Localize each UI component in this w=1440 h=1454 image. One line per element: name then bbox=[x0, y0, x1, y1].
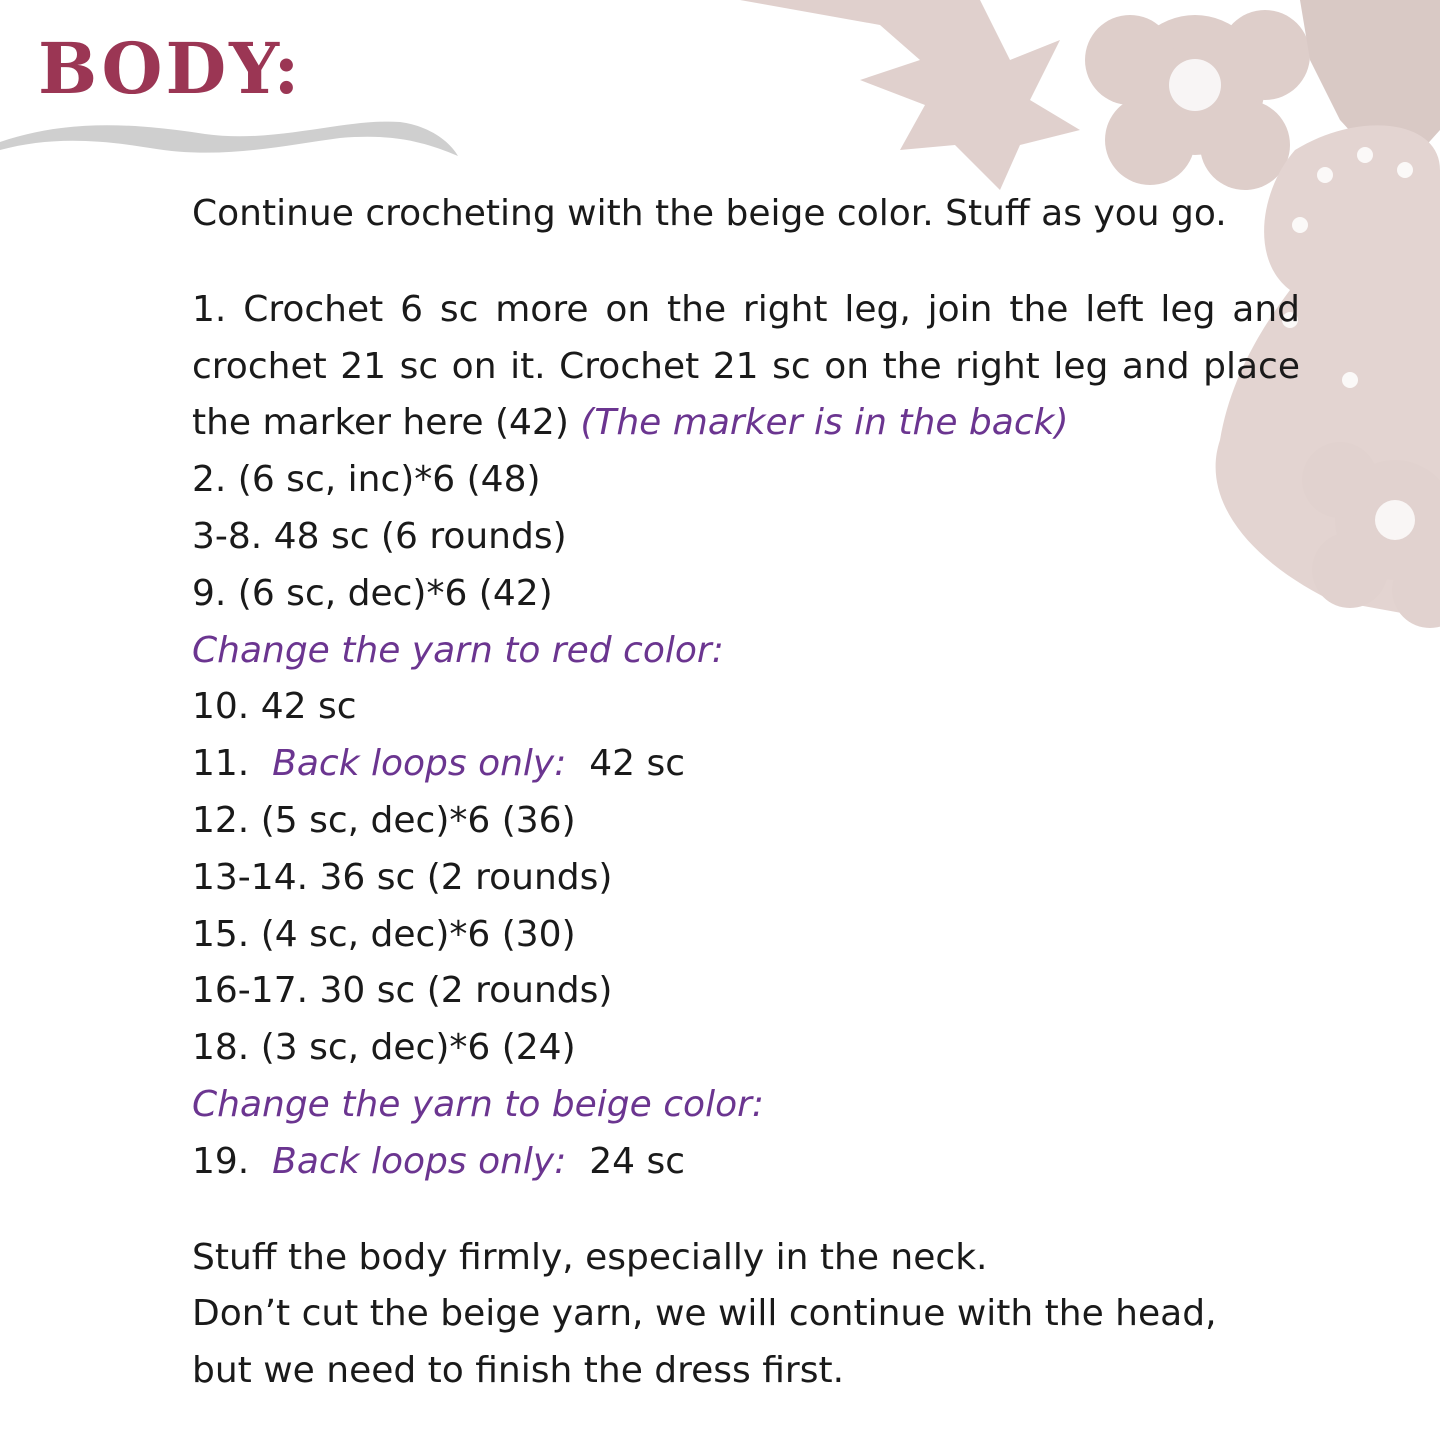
closing-line: but we need to finish the dress first. bbox=[192, 1350, 845, 1392]
color-change-beige: Change the yarn to beige color: bbox=[192, 1083, 765, 1125]
color-change-red: Change the yarn to red color: bbox=[192, 629, 724, 671]
round-15: 15. (4 sc, dec)*6 (30) bbox=[192, 913, 576, 955]
rounds-list bbox=[192, 282, 1300, 1191]
round-18: 18. (3 sc, dec)*6 (24) bbox=[192, 1027, 576, 1069]
round-1-text: 1. Crochet 6 sc more on the right leg, join the left leg and crochet 21 sc on it. Crochet 21 sc on the right leg and place the marker here (42) bbox=[192, 288, 1300, 444]
round-13-14: 13-14. 36 sc (2 rounds) bbox=[192, 856, 613, 898]
round-19 bbox=[192, 1134, 1300, 1191]
closing-line: Don’t cut the beige yarn, we will continue with the head, bbox=[192, 1293, 1217, 1335]
pattern-instructions bbox=[192, 186, 1300, 1400]
round-2: 2. (6 sc, inc)*6 (48) bbox=[192, 459, 541, 501]
intro-text: Continue crocheting with the beige color. Stuff as you go. bbox=[192, 193, 1227, 234]
closing-notes bbox=[192, 1230, 1300, 1400]
round-12: 12. (5 sc, dec)*6 (36) bbox=[192, 799, 576, 841]
round-3-8: 3-8. 48 sc (6 rounds) bbox=[192, 515, 567, 557]
round-16-17: 16-17. 30 sc (2 rounds) bbox=[192, 970, 613, 1012]
round-1 bbox=[192, 282, 1300, 452]
closing-line: Stuff the body firmly, especially in the neck. bbox=[192, 1236, 988, 1278]
round-11 bbox=[192, 736, 1300, 793]
back-loops-note: Back loops only: bbox=[272, 743, 567, 785]
round-11-prefix: 11. bbox=[192, 743, 273, 785]
back-loops-note: Back loops only: bbox=[272, 1140, 567, 1182]
round-11-suffix: 42 sc bbox=[566, 743, 686, 785]
round-19-suffix: 24 sc bbox=[566, 1140, 686, 1182]
marker-note: (The marker is in the back) bbox=[580, 402, 1069, 444]
round-19-prefix: 19. bbox=[192, 1140, 273, 1182]
round-9: 9. (6 sc, dec)*6 (42) bbox=[192, 572, 553, 614]
page-title: BODY: bbox=[38, 27, 303, 110]
round-10: 10. 42 sc bbox=[192, 686, 357, 728]
